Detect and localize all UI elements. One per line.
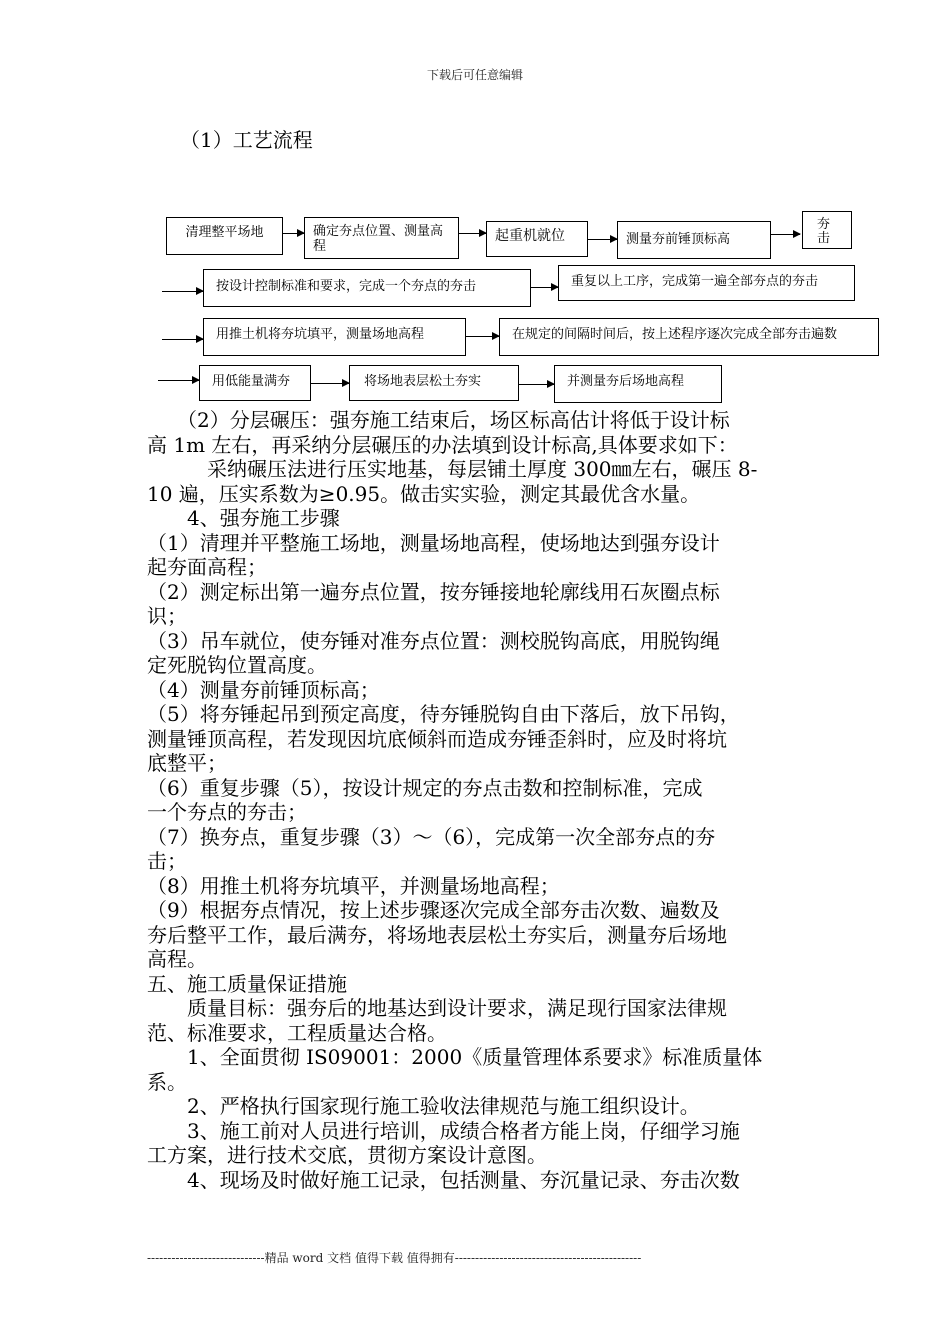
flow-arrow xyxy=(162,291,203,292)
text-line: 高 1m 左右，再采纳分层碾压的办法填到设计标高,具体要求如下： xyxy=(147,432,738,457)
text-line: 4、强夯施工步骤 xyxy=(147,506,340,530)
flow-step-crane-position: 起重机就位 xyxy=(486,221,588,257)
text-line: 系。 xyxy=(147,1069,187,1094)
text-line: 2、严格执行国家现行施工验收法律规范与施工组织设计。 xyxy=(147,1094,700,1118)
flow-arrow xyxy=(531,287,558,288)
flow-step-complete-one-point: 按设计控制标准和要求，完成一个夯点的夯击 xyxy=(203,269,531,307)
text-line: （8）用推土机将夯坑填平，并测量场地高程； xyxy=(147,873,560,898)
text-line: 底整平； xyxy=(147,751,227,775)
text-line: 范、标准要求，工程质量达合格。 xyxy=(147,1020,447,1045)
text-line: （3）吊车就位，使夯锤对准夯点位置：测校脱钩高底，用脱钩绳 xyxy=(147,628,720,653)
text-line: 3、施工前对人员进行培训，成绩合格者方能上岗，仔细学习施 xyxy=(147,1118,740,1143)
text-line: 10 遍，压实系数为≥0.95。做击实实验，测定其最优含水量。 xyxy=(147,481,701,506)
text-line: 采纳碾压法进行压实地基，每层铺土厚度 300㎜左右，碾压 8- xyxy=(147,457,758,481)
text-line: （9）根据夯点情况，按上述步骤逐次完成全部夯击次数、遍数及 xyxy=(147,898,720,922)
page-header: 下载后可任意编辑 xyxy=(426,68,523,82)
flow-arrow xyxy=(466,336,499,337)
text-line: （2）测定标出第一遍夯点位置，按夯锤接地轮廓线用石灰圈点标 xyxy=(147,579,720,604)
flow-step-fill-pits: 用推土机将夯坑填平，测量场地高程 xyxy=(203,318,466,356)
text-line: （2）分层碾压：强夯施工结束后，场区标高估计将低于设计标 xyxy=(147,408,730,432)
flow-step-complete-all-passes: 在规定的间隔时间后，按上述程序逐次完成全部夯击遍数 xyxy=(499,318,879,356)
text-line: 击； xyxy=(147,849,187,873)
flow-arrow xyxy=(519,384,554,385)
flow-arrow xyxy=(162,339,203,340)
text-line: （1）清理并平整施工场地，测量场地高程，使场地达到强夯设计 xyxy=(147,530,720,555)
flow-arrow xyxy=(158,380,199,381)
text-line: （7）换夯点，重复步骤（3）～（6），完成第一次全部夯点的夯 xyxy=(147,824,716,849)
flow-step-clear-site: 清理整平场地 xyxy=(166,217,283,255)
text-line: （6）重复步骤（5），按设计规定的夯点击数和控制标准，完成 xyxy=(147,775,703,800)
section-heading: 五、施工质量保证措施 xyxy=(147,971,347,996)
flow-arrow xyxy=(283,233,304,234)
flow-step-measure-hammer: 测量夯前锤顶标高 xyxy=(617,221,771,259)
text-line: 1、全面贯彻 IS09001：2000《质量管理体系要求》标准质量体 xyxy=(147,1045,763,1069)
flow-arrow xyxy=(459,233,486,234)
text-line: （5）将夯锤起吊到预定高度，待夯锤脱钩自由下落后，放下吊钩， xyxy=(147,702,740,726)
text-line: 识； xyxy=(147,604,187,628)
text-line: 4、现场及时做好施工记录，包括测量、夯沉量记录、夯击次数 xyxy=(147,1167,740,1192)
section-title: （1）工艺流程 xyxy=(180,128,313,152)
text-line: 质量目标：强夯后的地基达到设计要求，满足现行国家法律规 xyxy=(147,996,727,1020)
flow-arrow xyxy=(311,383,349,384)
flow-step-repeat-first-pass: 重复以上工序，完成第一遍全部夯点的夯击 xyxy=(558,265,855,301)
text-line: 工方案，进行技术交底，贯彻方案设计意图。 xyxy=(147,1143,547,1167)
flow-step-low-energy-tamp: 用低能量满夯 xyxy=(199,365,311,401)
body-text xyxy=(147,408,813,1192)
flow-arrow xyxy=(588,239,617,240)
text-line: 夯后整平工作，最后满夯，将场地表层松土夯实后，测量夯后场地 xyxy=(147,922,727,947)
text-line: 定死脱钩位置高度。 xyxy=(147,653,327,677)
flow-step-tamp: 夯击 xyxy=(802,211,852,249)
flow-step-locate-points: 确定夯点位置、测量高程 xyxy=(304,217,459,259)
text-line: 一个夯点的夯击； xyxy=(147,800,307,824)
text-line: 测量锤顶高程，若发现因坑底倾斜而造成夯锤歪斜时，应及时将坑 xyxy=(147,726,727,751)
flow-step-compact-surface: 将场地表层松土夯实 xyxy=(349,365,519,401)
text-line: 高程。 xyxy=(147,947,207,971)
text-line: 起夯面高程； xyxy=(147,555,267,579)
page-footer: -----------------------------精品 word 文档 值得下载 值得拥有---------------------------------------------- xyxy=(147,1251,642,1265)
flow-step-measure-final: 并测量夯后场地高程 xyxy=(554,365,722,403)
text-line: （4）测量夯前锤顶标高； xyxy=(147,677,380,702)
flow-arrow xyxy=(771,234,800,235)
